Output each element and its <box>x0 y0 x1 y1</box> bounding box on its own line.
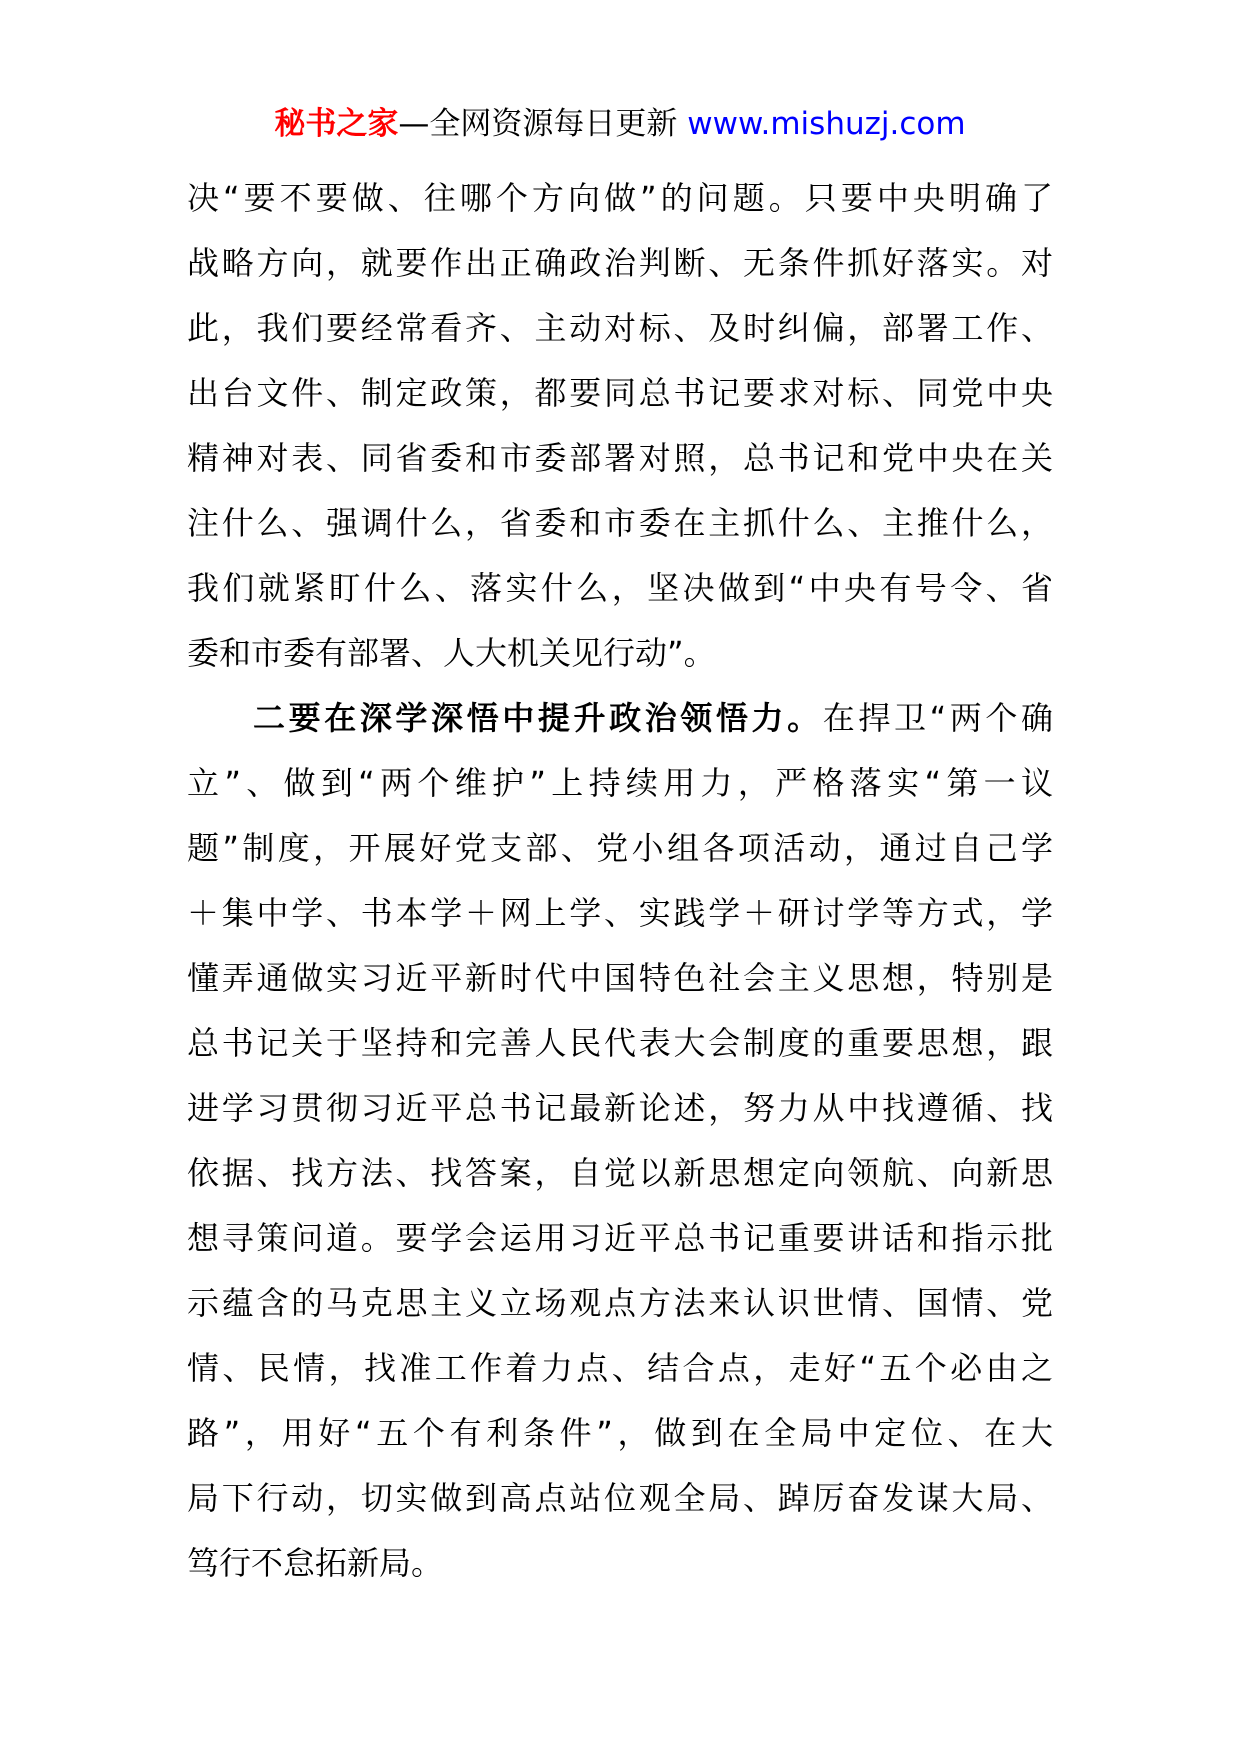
text-line: 进学习贯彻习近平总书记最新论述，努力从中找遵循、找 <box>187 1089 1053 1127</box>
site-url[interactable]: www.mishuzj.com <box>687 106 966 142</box>
text-line: 出台文件、制定政策，都要同总书记要求对标、同党中央 <box>187 374 1053 412</box>
paragraph-2 <box>187 686 1053 1596</box>
text-line: 依据、找方法、找答案，自觉以新思想定向领航、向新思 <box>187 1154 1053 1192</box>
text-line: 路”，用好“五个有利条件”，做到在全局中定位、在大 <box>187 1414 1053 1452</box>
text-line: 战略方向，就要作出正确政治判断、无条件抓好落实。对 <box>187 244 1053 282</box>
text-line: 示蕴含的马克思主义立场观点方法来认识世情、国情、党 <box>187 1284 1053 1322</box>
text-line: 此，我们要经常看齐、主动对标、及时纠偏，部署工作、 <box>187 309 1053 347</box>
text-line: 懂弄通做实习近平新时代中国特色社会主义思想，特别是 <box>187 959 1053 997</box>
text-line: ＋集中学、书本学＋网上学、实践学＋研讨学等方式，学 <box>187 894 1053 932</box>
document-body <box>187 166 1053 1596</box>
paragraph-heading: 二要在深学深悟中提升政治领悟力。 <box>253 699 823 737</box>
text-line: 情、民情，找准工作着力点、结合点，走好“五个必由之 <box>187 1349 1053 1387</box>
brand-name: 秘书之家 <box>274 106 399 142</box>
text-line: 题”制度，开展好党支部、党小组各项活动，通过自己学 <box>187 829 1053 867</box>
text-run: 在捍卫“两个确 <box>822 699 1053 737</box>
text-line: 想寻策问道。要学会运用习近平总书记重要讲话和指示批 <box>187 1219 1053 1257</box>
paragraph-1 <box>187 166 1053 686</box>
text-line: 决“要不要做、往哪个方向做”的问题。只要中央明确了 <box>187 179 1053 217</box>
page-header <box>0 100 1240 148</box>
text-line: 总书记关于坚持和完善人民代表大会制度的重要思想，跟 <box>187 1024 1053 1062</box>
text-line: 精神对表、同省委和市委部署对照，总书记和党中央在关 <box>187 439 1053 477</box>
text-line: 局下行动，切实做到高点站位观全局、踔厉奋发谋大局、 <box>187 1479 1053 1517</box>
header-tagline: —全网资源每日更新 <box>398 106 688 142</box>
text-line: 委和市委有部署、人大机关见行动”。 <box>187 634 716 672</box>
text-line: 注什么、强调什么，省委和市委在主抓什么、主推什么， <box>187 504 1053 542</box>
text-line: 我们就紧盯什么、落实什么，坚决做到“中央有号令、省 <box>187 569 1053 607</box>
paragraph-first-line <box>187 686 1053 751</box>
text-line: 笃行不怠拓新局。 <box>187 1544 444 1582</box>
text-line: 立”、做到“两个维护”上持续用力，严格落实“第一议 <box>187 764 1053 802</box>
